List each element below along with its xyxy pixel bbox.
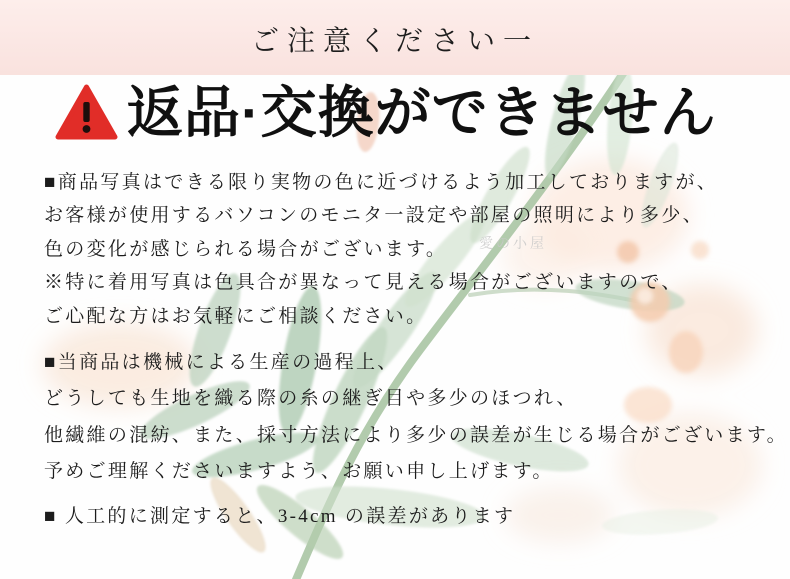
notice-line-measurement [44, 502, 515, 532]
notice-paragraph-color [44, 166, 718, 333]
notice-line: 予めご理解くださいますよう、お願い申し上げます。 [44, 461, 554, 483]
notice-line: お客様が使用するバソコンのモニタ一設定や部屋の照明により多少、 [44, 205, 704, 227]
notice-line: どうしても生地を織る際の糸の継ぎ目や多少のほつれ、 [44, 388, 578, 410]
notice-line: ■ 人工的に測定すると、3-4cm の誤差があります [44, 506, 516, 527]
notice-paragraph-production [44, 345, 788, 491]
no-returns-heading: 返品·交換ができません [127, 81, 717, 144]
watermark-text: 愛の小屋 [479, 237, 547, 252]
notice-line: ■当商品は機械による生産の過程上、 [44, 352, 399, 373]
notice-line: ■商品写真はできる限り実物の色に近づけるよう加工しておりますが、 [44, 172, 719, 193]
banner-title: ご注意ください一 [250, 25, 539, 57]
notice-line: ※特に着用写真は色具合が異なって見える場合がございますので、 [44, 272, 683, 294]
notice-line: ご心配な方はお気軽にご相談ください。 [44, 305, 428, 327]
notice-line: 他繊維の混紡、また、採寸方法により多少の誤差が生じる場合がございます。 [44, 424, 788, 446]
notice-banner [0, 0, 790, 75]
notice-line: 色の変化が感じられる場合がございます。 [44, 238, 448, 260]
warning-triangle-icon [55, 84, 118, 141]
